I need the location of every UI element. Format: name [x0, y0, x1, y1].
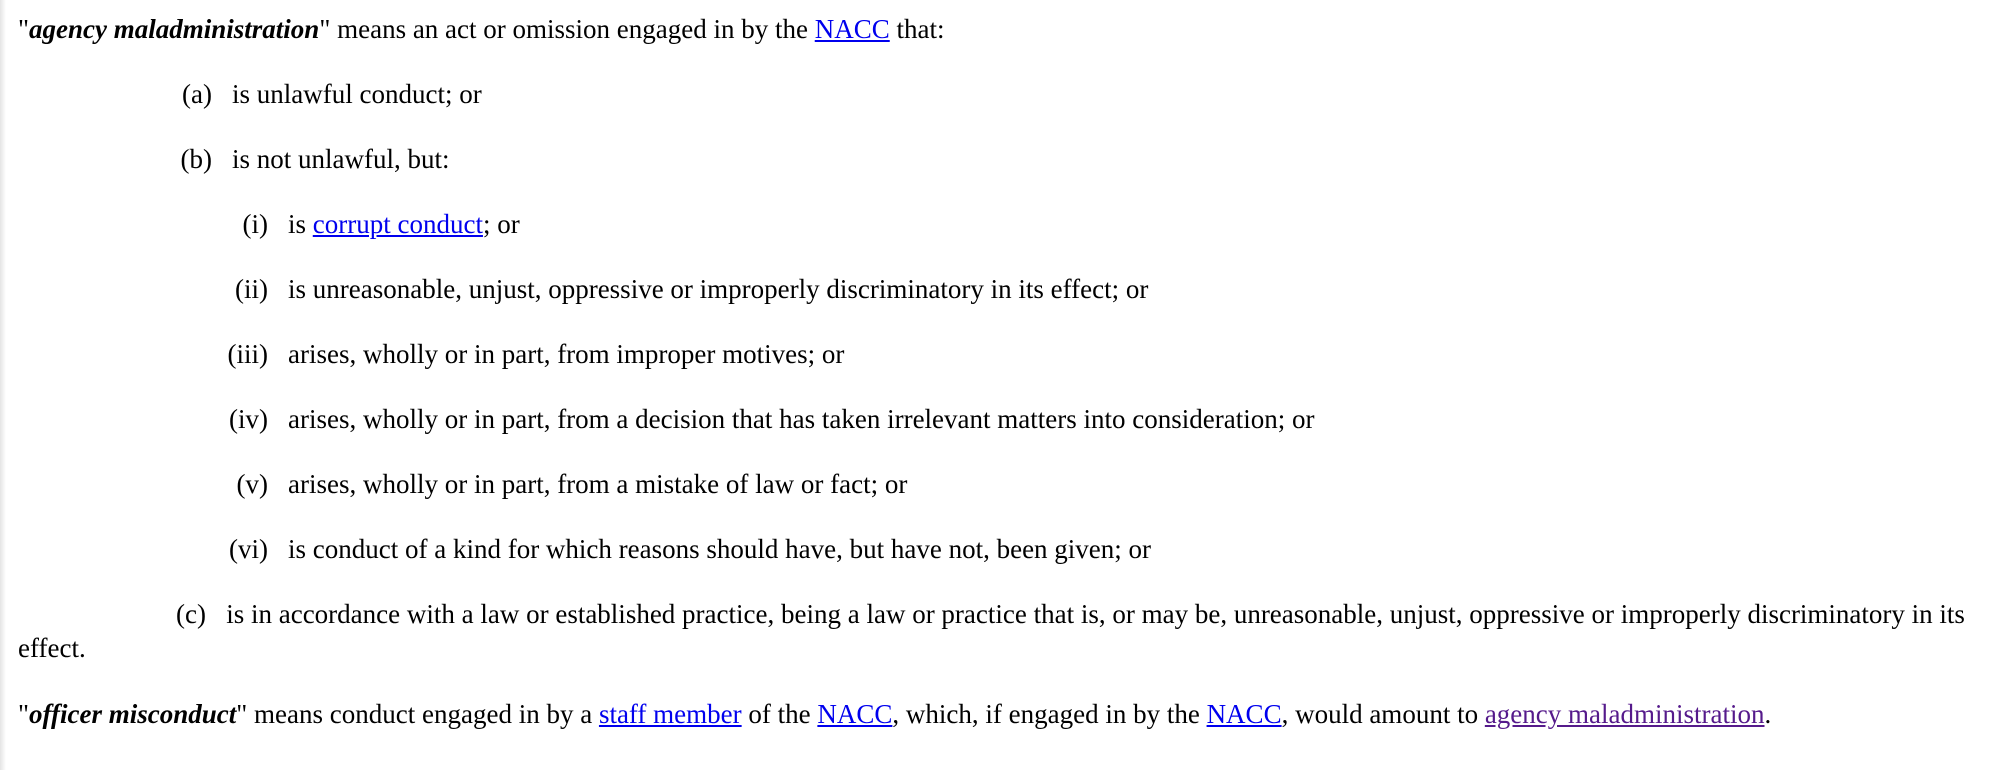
sub-item-text: is unreasonable, unjust, oppressive or improperly discriminatory in its effect; or	[288, 274, 1149, 304]
link-nacc[interactable]: NACC	[1206, 699, 1282, 729]
definition-officer-misconduct	[18, 697, 1771, 731]
link-corrupt-conduct[interactable]: corrupt conduct	[312, 209, 483, 239]
definition-text: of the	[741, 699, 818, 729]
definition-text: , would amount to	[1281, 699, 1485, 729]
quote-close: "	[236, 699, 248, 729]
definition-text: .	[1764, 699, 1772, 729]
sub-item-iii	[216, 337, 844, 371]
sub-item-number: (i)	[242, 209, 268, 239]
sub-item-text: is conduct of a kind for which reasons should have, but have not, been given; or	[288, 534, 1152, 564]
sub-item-number: (iv)	[229, 404, 268, 434]
item-text: is not unlawful, but:	[232, 144, 450, 174]
sub-item-vi	[216, 532, 1151, 566]
sub-item-iv	[216, 402, 1314, 436]
sub-item-text-pre: is	[288, 209, 313, 239]
item-number: (c)	[176, 599, 206, 629]
definition-agency-maladministration	[18, 12, 945, 46]
link-nacc[interactable]: NACC	[817, 699, 893, 729]
quote-open: "	[18, 14, 30, 44]
link-nacc[interactable]: NACC	[814, 14, 890, 44]
sub-item-number: (iii)	[227, 339, 268, 369]
list-item-b	[166, 142, 450, 176]
defined-term-officer-misconduct: officer misconduct	[29, 699, 237, 729]
sub-item-text: arises, wholly or in part, from a decision that has taken irrelevant matters into consideration; or	[288, 404, 1315, 434]
list-item-a	[166, 77, 482, 111]
link-staff-member[interactable]: staff member	[598, 699, 742, 729]
defined-term-agency-maladministration: agency maladministration	[29, 14, 320, 44]
sub-item-number: (ii)	[235, 274, 268, 304]
list-item-c	[18, 597, 1988, 665]
sub-item-ii	[216, 272, 1148, 306]
sub-item-text: arises, wholly or in part, from a mistake of law or fact; or	[288, 469, 908, 499]
sub-item-i	[216, 207, 520, 241]
definition-text: means an act or omission engaged in by the	[330, 14, 815, 44]
definition-text: , which, if engaged in by the	[892, 699, 1207, 729]
definition-text: means conduct engaged in by a	[247, 699, 599, 729]
item-text: is in accordance with a law or established practice, being a law or practice that is, or may be, unreasonable, unjust, oppressive or improperly discriminatory in its effect.	[18, 599, 1965, 663]
item-number: (a)	[182, 79, 212, 109]
definition-text: that:	[889, 14, 945, 44]
sub-item-text-post: ; or	[482, 209, 520, 239]
sub-item-text: arises, wholly or in part, from improper motives; or	[288, 339, 845, 369]
quote-close: "	[319, 14, 331, 44]
sub-item-number: (vi)	[229, 534, 268, 564]
item-text: is unlawful conduct; or	[232, 79, 482, 109]
sub-item-number: (v)	[236, 469, 268, 499]
quote-open: "	[18, 699, 30, 729]
sub-item-text	[288, 209, 520, 239]
link-agency-maladministration[interactable]: agency maladministration	[1484, 699, 1765, 729]
page-left-edge	[0, 0, 6, 770]
sub-item-v	[216, 467, 907, 501]
item-number: (b)	[180, 144, 212, 174]
